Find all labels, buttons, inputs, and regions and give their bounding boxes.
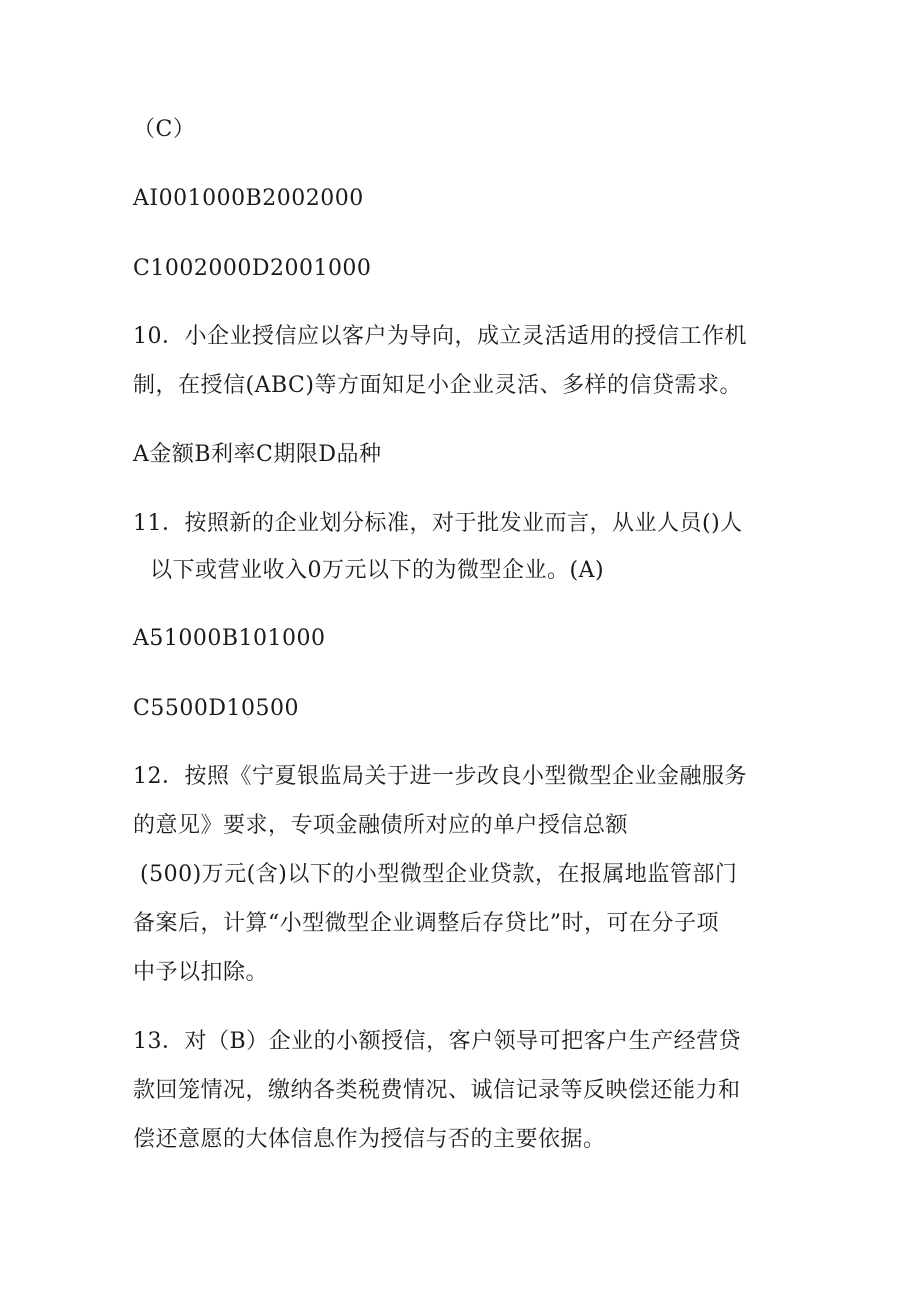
q9-options-cd: C1002000D2001000	[133, 256, 372, 281]
q13-text-line-2: 款回笼情况，缴纳各类税费情况、诚信记录等反映偿还能力和	[133, 1078, 741, 1103]
q12-text-line-2: 的意见》要求，专项金融债所对应的单户授信总额	[133, 813, 629, 838]
q12-text-line-3: (500)万元(含)以下的小型微型企业贷款，在报属地监管部门	[140, 862, 738, 887]
q10-text-line-1: 10．小企业授信应以客户为导向，成立灵活适用的授信工作机	[133, 324, 747, 349]
q12-text-line-5: 中予以扣除。	[133, 960, 269, 985]
q9-options-ab: AI001000B2002000	[133, 186, 364, 211]
q11-options-ab: A51000B101000	[133, 626, 326, 651]
q13-text-line-1: 13．对（B）企业的小额授信，客户领导可把客户生产经营贷	[133, 1029, 742, 1054]
answer-line-c: （C）	[133, 117, 196, 142]
q12-text-line-4: 备案后，计算“小型微型企业调整后存贷比”时，可在分子项	[133, 911, 719, 936]
q10-options: A金额B利率C期限D品种	[133, 442, 382, 467]
q11-text-line-1: 11．按照新的企业划分标准，对于批发业而言，从业人员()人	[133, 511, 743, 536]
q10-text-line-2: 制，在授信(ABC)等方面知足小企业灵活、多样的信贷需求。	[133, 373, 742, 398]
q12-text-line-1: 12．按照《宁夏银监局关于进一步改良小型微型企业金融服务	[133, 764, 747, 789]
q11-text-line-2: 以下或营业收入0万元以下的为微型企业。(A)	[150, 558, 605, 583]
q13-text-line-3: 偿还意愿的大体信息作为授信与否的主要依据。	[133, 1127, 606, 1152]
q11-options-cd: C5500D10500	[133, 696, 299, 721]
